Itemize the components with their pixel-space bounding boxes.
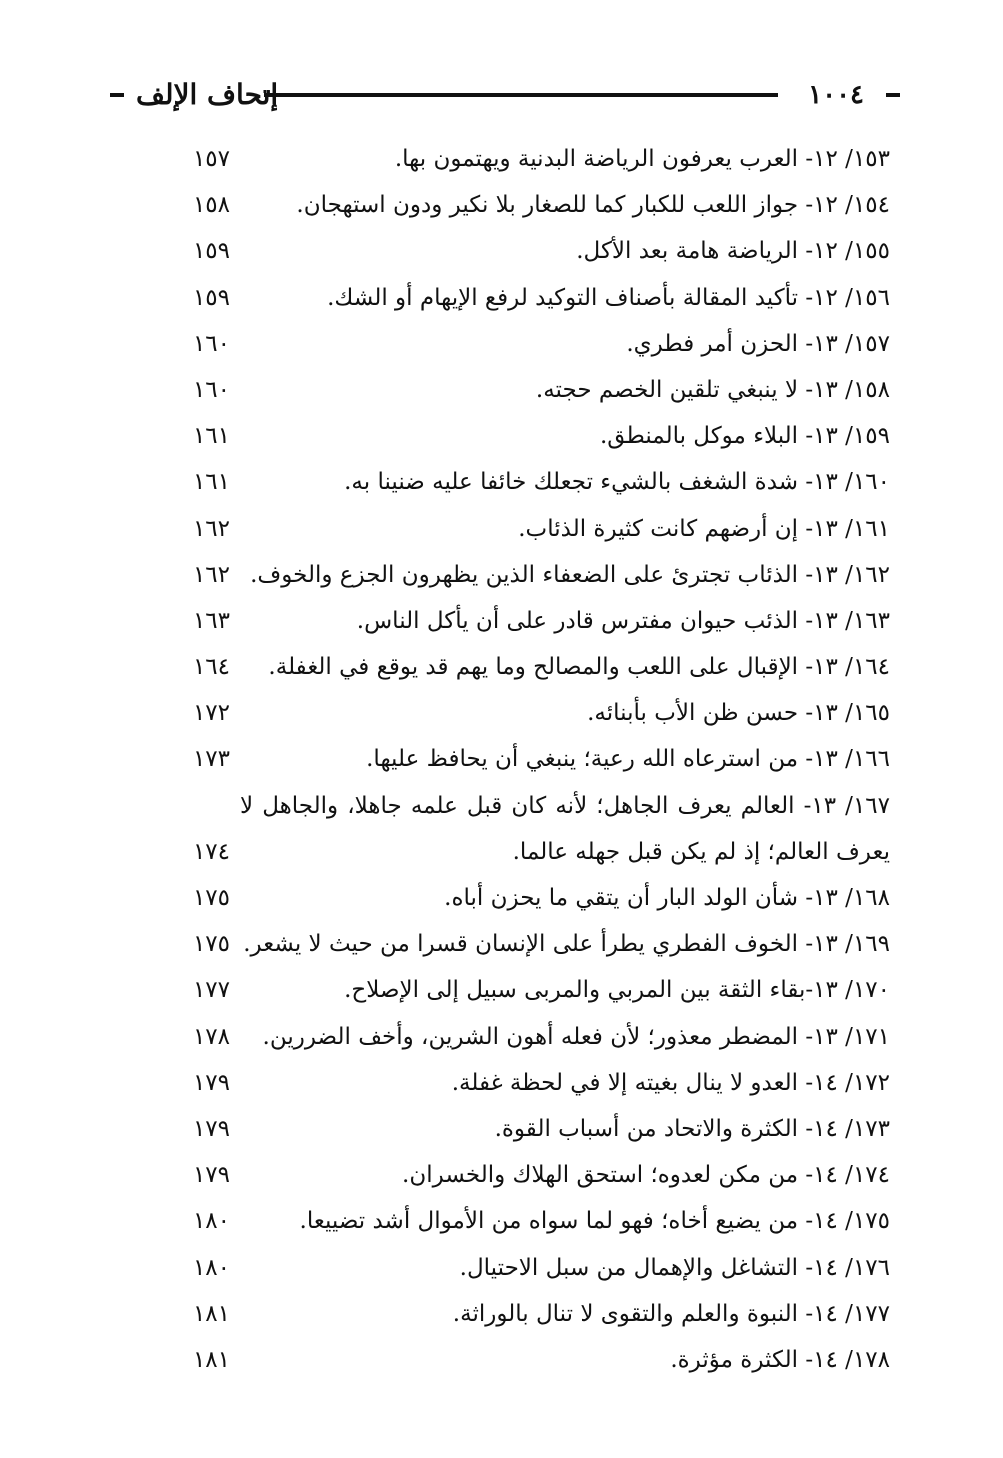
entry-text: ١٦٤/ ١٣- الإقبال على اللعب والمصالح وما يهم قد يوقع في الغفلة. <box>268 654 890 681</box>
index-entry <box>160 1337 900 1383</box>
index-entry <box>160 967 900 1013</box>
entry-text: ١٥٦/ ١٢- تأكيد المقالة بأصناف التوكيد لرفع الإيهام أو الشك. <box>327 284 890 311</box>
entry-text: ١٦٣/ ١٣- الذئب حيوان مفترس قادر على أن يأكل الناس. <box>356 607 890 634</box>
index-entry <box>160 1014 900 1060</box>
page-header <box>110 76 900 116</box>
header-rule <box>264 93 778 97</box>
entry-page-number: ١٦٤ <box>192 654 230 681</box>
entry-text: ١٥٤/ ١٢- جواز اللعب للكبار كما للصغار بلا نكير ودون استهجان. <box>296 192 890 219</box>
index-entry <box>160 829 900 875</box>
entry-text: ١٥٩/ ١٣- البلاء موكل بالمنطق. <box>599 423 890 450</box>
entry-text: ١٥٧/ ١٣- الحزن أمر فطري. <box>626 330 890 357</box>
entry-text: ١٦١/ ١٣- إن أرضهم كانت كثيرة الذئاب. <box>518 515 890 542</box>
entry-page-number: ١٥٩ <box>192 238 230 265</box>
index-entry <box>160 1245 900 1291</box>
index-entry <box>160 506 900 552</box>
entry-page-number: ١٧٥ <box>192 931 230 958</box>
entry-text: ١٧٨/ ١٤- الكثرة مؤثرة. <box>670 1346 890 1373</box>
index-entry <box>160 1291 900 1337</box>
index-entry <box>160 1198 900 1244</box>
entry-page-number: ١٧٩ <box>192 1162 230 1189</box>
entry-page-number: ١٦١ <box>192 469 230 496</box>
entry-page-number: ١٦٣ <box>192 607 230 634</box>
header-dash-right <box>886 93 900 97</box>
entry-page-number: ١٨٠ <box>192 1208 230 1235</box>
entry-page-number: ١٨١ <box>192 1346 230 1373</box>
entry-page-number: ١٧٩ <box>192 1115 230 1142</box>
entry-page-number: ١٧٤ <box>192 838 230 865</box>
entry-page-number: ١٧٧ <box>192 977 230 1004</box>
index-entry <box>160 644 900 690</box>
index-entry <box>160 228 900 274</box>
entry-text: ١٧٤/ ١٤- من مكن لعدوه؛ استحق الهلاك والخسران. <box>402 1162 890 1189</box>
entry-page-number: ١٧٨ <box>192 1023 230 1050</box>
entry-text: ١٧٥/ ١٤- من يضيع أخاه؛ فهو لما سواه من الأموال أشد تضييعا. <box>299 1208 890 1235</box>
entry-page-number: ١٥٨ <box>192 192 230 219</box>
entry-page-number: ١٥٧ <box>192 146 230 172</box>
entry-page-number: ١٦٢ <box>192 561 230 588</box>
index-entry <box>160 552 900 598</box>
index-entry <box>160 598 900 644</box>
entry-text: ١٦٠/ ١٣- شدة الشغف بالشيء تجعلك خائفا عليه ضنينا به. <box>344 469 890 496</box>
entry-page-number: ١٧٢ <box>192 700 230 727</box>
entry-text: ١٥٣/ ١٢- العرب يعرفون الرياضة البدنية ويهتمون بها. <box>394 146 890 172</box>
index-entry <box>160 275 900 321</box>
page-number: ١٠٠٤ <box>808 80 864 110</box>
entry-text: ١٧٦/ ١٤- التشاغل والإهمال من سبل الاحتيال. <box>459 1254 890 1281</box>
entry-page-number: ١٨١ <box>192 1300 230 1327</box>
entry-page-number: ١٧٩ <box>192 1069 230 1096</box>
entry-page-number: ١٥٩ <box>192 284 230 311</box>
entry-text: ١٧٣/ ١٤- الكثرة والاتحاد من أسباب القوة. <box>494 1115 890 1142</box>
book-title: إتحاف الإلف <box>136 78 279 111</box>
entry-page-number: ١٦٠ <box>192 330 230 357</box>
index-entry <box>160 736 900 782</box>
index-entry <box>160 1060 900 1106</box>
entry-text: ١٧١/ ١٣- المضطر معذور؛ لأن فعله أهون الشرين، وأخف الضررين. <box>262 1023 890 1050</box>
index-entry <box>160 182 900 228</box>
entry-text: ١٦٥/ ١٣- حسن ظن الأب بأبنائه. <box>587 700 890 727</box>
entry-text: ١٧٢/ ١٤- العدو لا ينال بغيته إلا في لحظة غفلة. <box>451 1069 890 1096</box>
entry-text: ١٦٧/ ١٣- العالم يعرف الجاهل؛ لأنه كان قبل علمه جاهلا، والجاهل لا <box>240 792 890 819</box>
index-entry <box>160 321 900 367</box>
entry-text: يعرف العالم؛ إذ لم يكن قبل جهله عالما. <box>512 838 890 865</box>
entry-page-number: ١٧٣ <box>192 746 230 773</box>
entry-text: ١٥٨/ ١٣- لا ينبغي تلقين الخصم حجته. <box>535 376 890 403</box>
entry-page-number: ١٨٠ <box>192 1254 230 1281</box>
index-entry <box>160 136 900 182</box>
index-entry <box>160 875 900 921</box>
entry-text: ١٦٨/ ١٣- شأن الولد البار أن يتقي ما يحزن أباه. <box>444 885 890 911</box>
index-entry <box>160 1106 900 1152</box>
entry-text: ١٧٠/ ١٣-بقاء الثقة بين المربي والمربى سبيل إلى الإصلاح. <box>344 977 890 1004</box>
entry-page-number: ١٦٢ <box>192 515 230 542</box>
entry-text: ١٦٦/ ١٣- من استرعاه الله رعية؛ ينبغي أن يحافظ عليها. <box>366 746 890 773</box>
entry-page-number: ١٧٥ <box>192 885 230 911</box>
index-entry <box>160 690 900 736</box>
index-entry <box>160 921 900 967</box>
entry-page-number: ١٦٠ <box>192 376 230 403</box>
index-entries <box>160 136 900 1383</box>
header-dash-left <box>110 93 124 97</box>
entry-text: ١٦٢/ ١٣- الذئاب تجترئ على الضعفاء الذين يظهرون الجزع والخوف. <box>250 561 890 588</box>
index-entry <box>160 459 900 505</box>
index-entry <box>160 413 900 459</box>
entry-text: ١٦٩/ ١٣- الخوف الفطري يطرأ على الإنسان قسرا من حيث لا يشعر. <box>243 931 890 958</box>
entry-text: ١٥٥/ ١٢- الرياضة هامة بعد الأكل. <box>576 238 890 265</box>
index-entry <box>160 367 900 413</box>
index-entry <box>160 783 900 829</box>
entry-page-number: ١٦١ <box>192 423 230 450</box>
index-entry <box>160 1152 900 1198</box>
entry-text: ١٧٧/ ١٤- النبوة والعلم والتقوى لا تنال بالوراثة. <box>452 1300 890 1327</box>
